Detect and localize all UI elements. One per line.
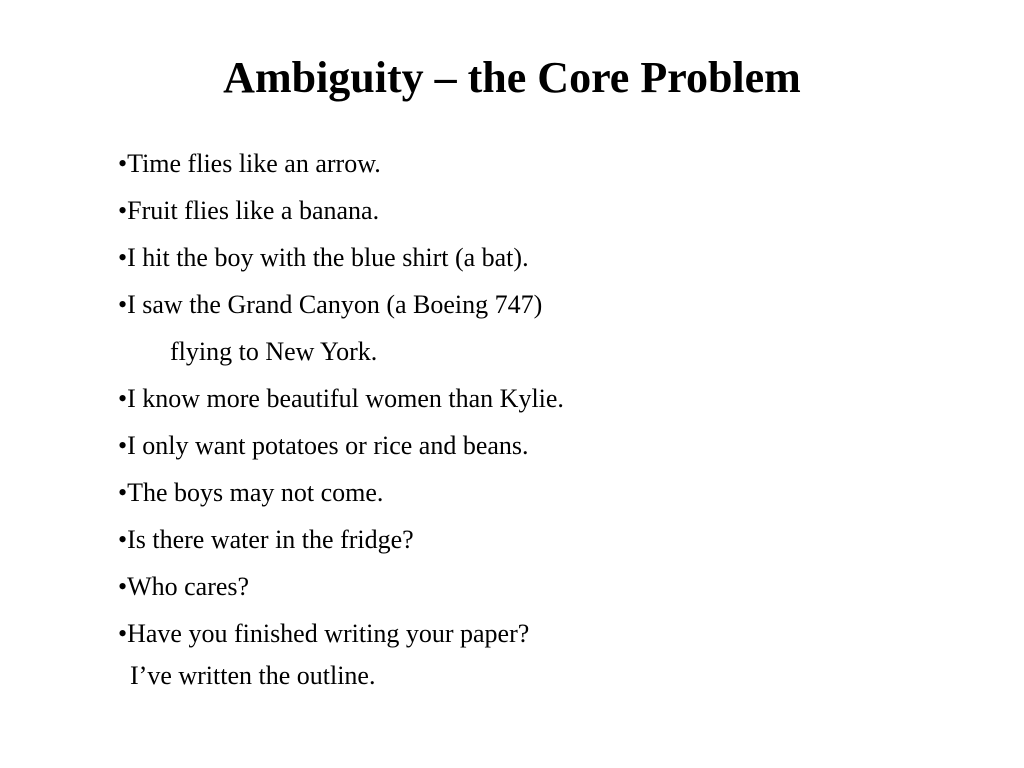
bullet-line: •Time flies like an arrow.	[118, 149, 381, 178]
bullet-line: •I know more beautiful women than Kylie.	[118, 384, 564, 413]
slide-title: Ambiguity – the Core Problem	[223, 53, 801, 102]
bullet-list	[118, 140, 978, 695]
bullet-line: •I hit the boy with the blue shirt (a bat).	[118, 243, 529, 272]
bullet-line: •Who cares?	[118, 572, 250, 601]
bullet-line: •Fruit flies like a banana.	[118, 196, 380, 225]
bullet-line: •The boys may not come.	[118, 478, 384, 507]
bullet-continuation-line: flying to New York.	[170, 337, 378, 366]
bullet-line: •Is there water in the fridge?	[118, 525, 414, 554]
bullet-line: •Have you finished writing your paper?	[118, 619, 530, 648]
answer-line: I’ve written the outline.	[130, 661, 376, 690]
bullet-line: •I saw the Grand Canyon (a Boeing 747)	[118, 290, 543, 319]
bullet-line: •I only want potatoes or rice and beans.	[118, 431, 529, 460]
